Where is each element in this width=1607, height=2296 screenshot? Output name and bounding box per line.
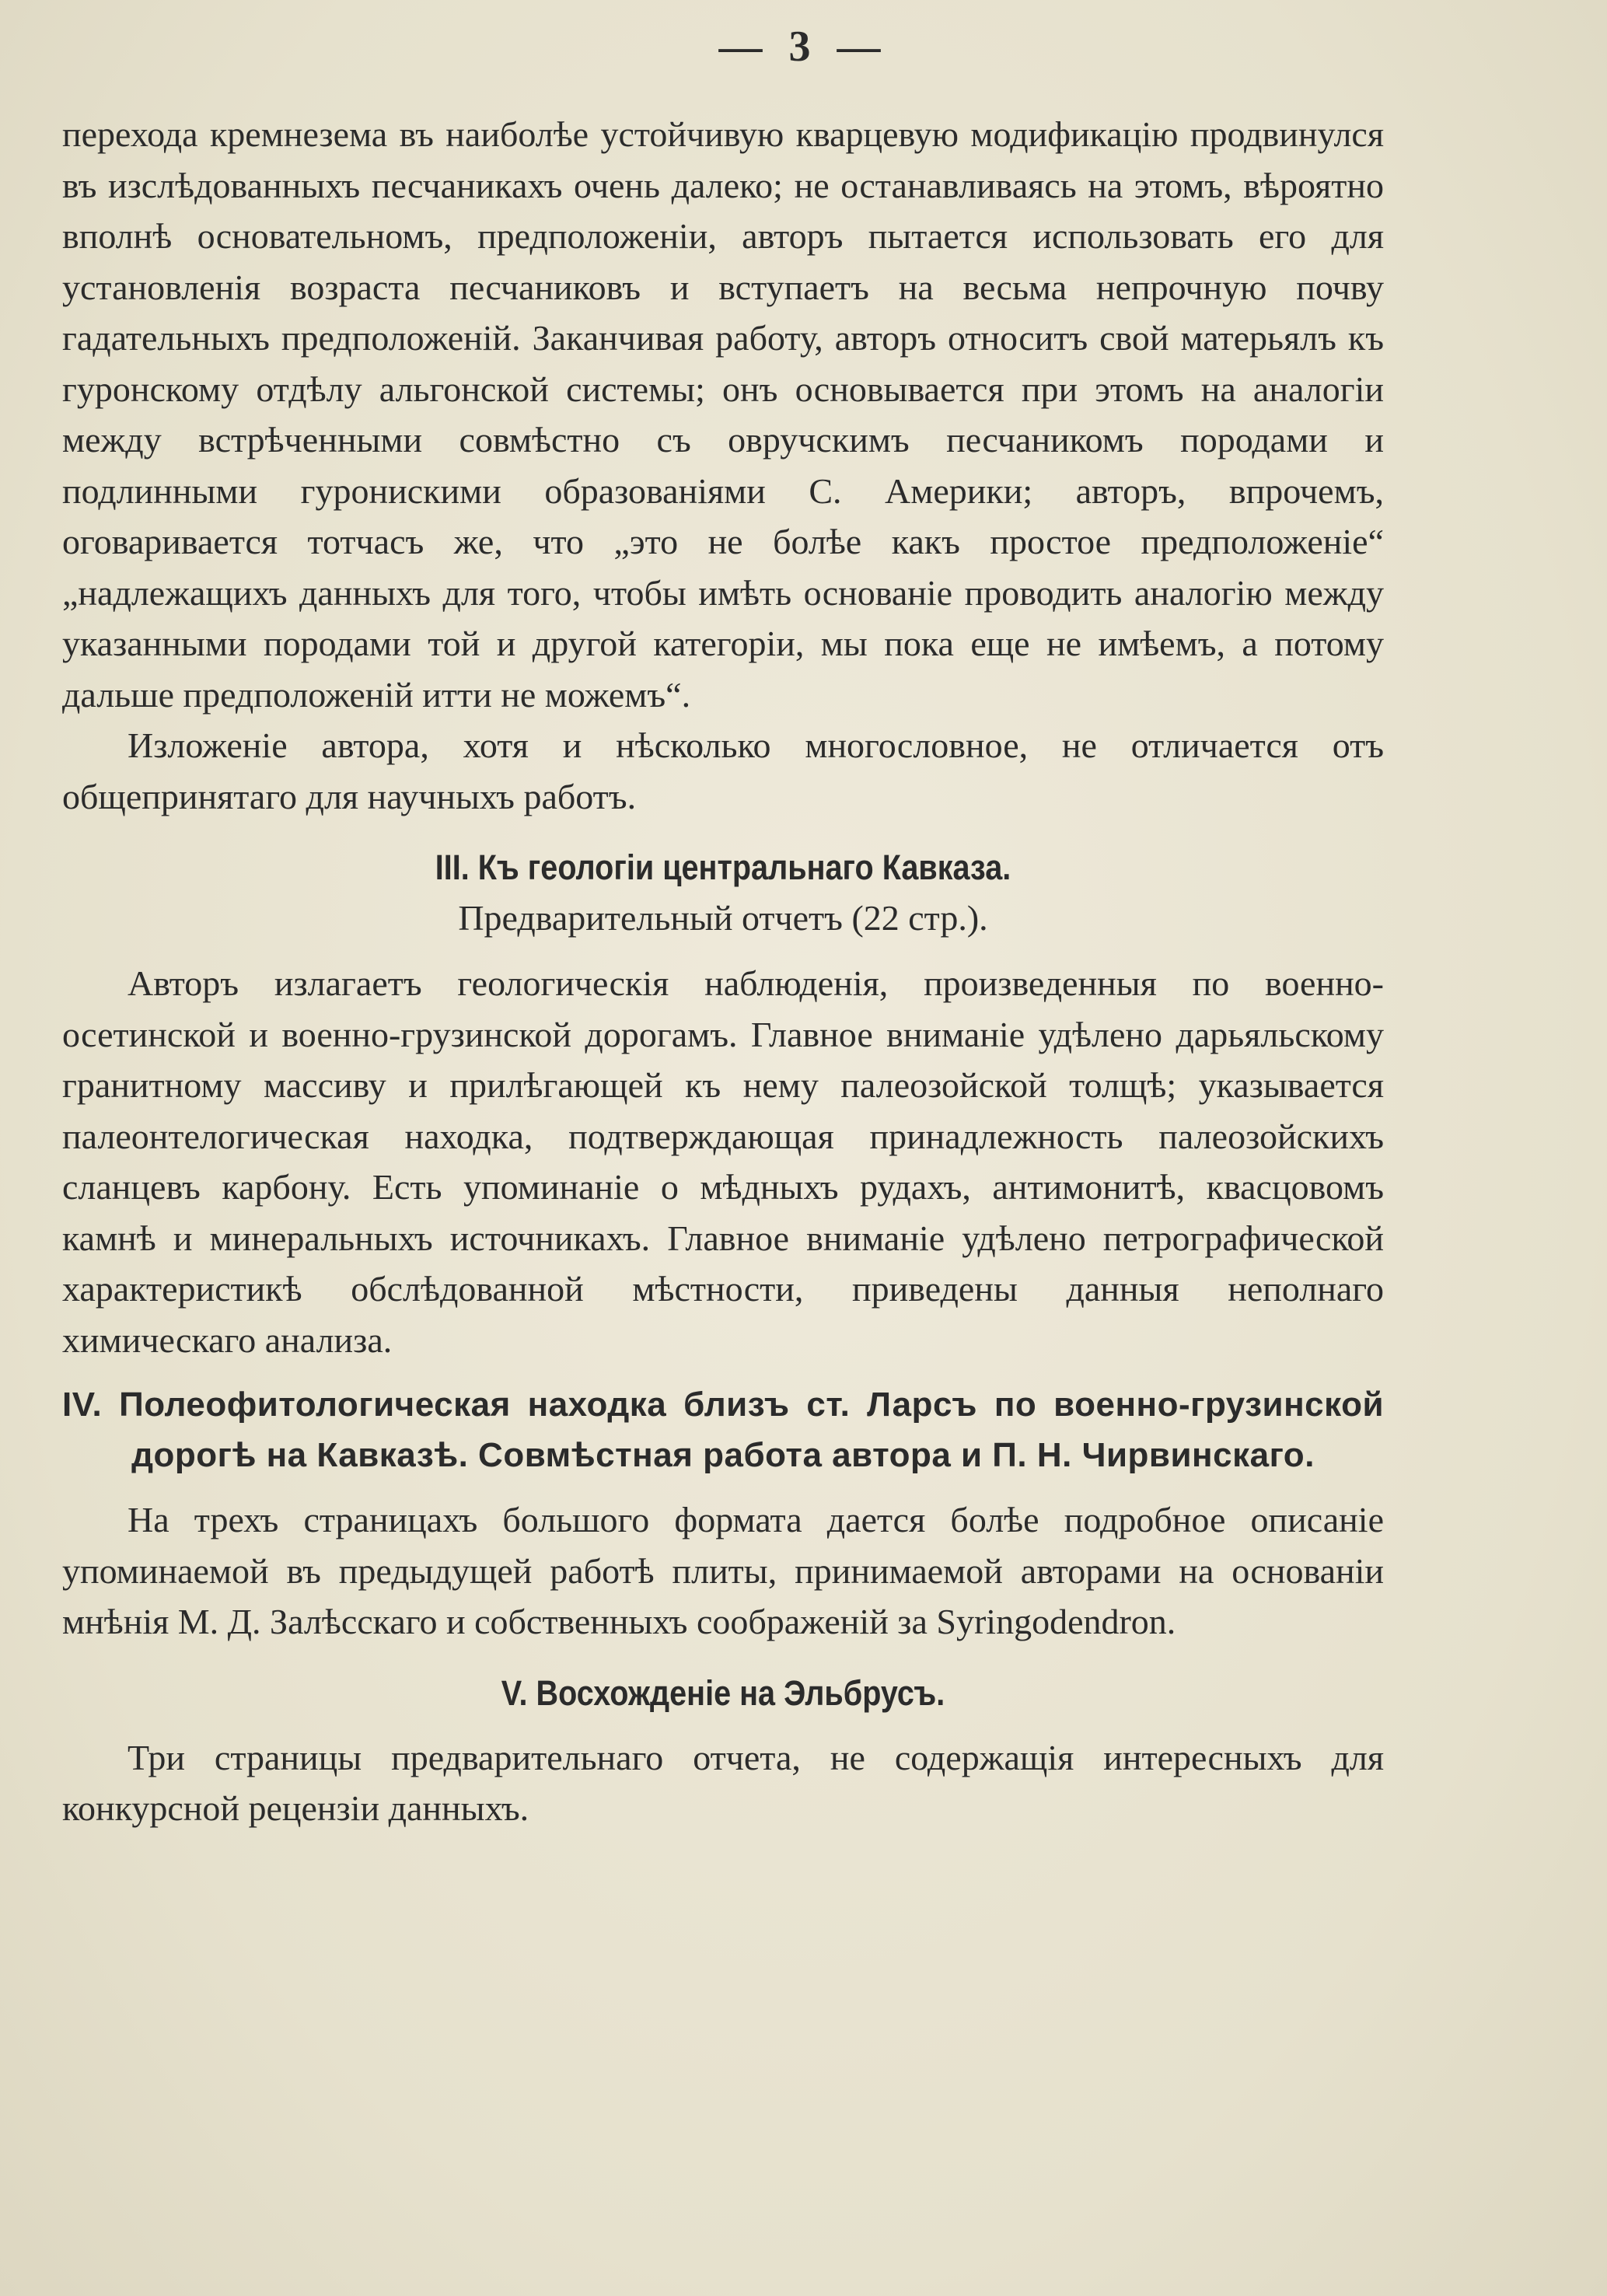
- section-heading-5: V. Восхожденіе на Эльбрусъ.: [501, 1672, 945, 1713]
- page-body: [62, 109, 1384, 1834]
- paragraph-style-note: Изложеніе автора, хотя и нѣсколько многословное, не отличается отъ общепринятаго для научныхъ работъ.: [62, 725, 1384, 816]
- paragraph-continuation: перехода кремнезема въ наиболѣе устойчивую кварцевую модификацію продвинулся въ изслѣдованныхъ песчаникахъ очень далеко; не останавливаясь на этомъ, вѣроятно вполнѣ основательномъ, предположеніи, авторъ пытается использовать его для установленія возраста песчаниковъ и вступаетъ на весьма непрочную почву гадательныхъ предположеній. Заканчивая работу, авторъ относитъ свой матерьялъ къ гуронскому отдѣлу альгонской системы; онъ основывается при этомъ на аналогіи между встрѣченными совмѣстно съ овручскимъ песчаникомъ породами и подлинными гуронискими образованіями С. Америки; авторъ, впрочемъ, оговаривается тотчасъ же, что „это не болѣе какъ простое предположеніе“ „надлежащихъ данныхъ для того, чтобы имѣть основаніе проводить аналогію между указанными породами той и другой категоріи, мы пока еще не имѣемъ, а потому дальше предположеній итти не можемъ“.: [62, 114, 1384, 715]
- section-text-3: Авторъ излагаетъ геологическія наблюденія, произведенныя по военно-осетинской и военно-грузинской дорогамъ. Главное вниманіе удѣлено дарьяльскому гранитному массиву и прилѣгающей къ нему палеозойской толщѣ; указывается палеонтелогическая находка, подтверждающая принадлежность палеозойскихъ сланцевъ карбону. Есть упоминаніе о мѣдныхъ рудахъ, антимонитѣ, квасцовомъ камнѣ и минеральныхъ источникахъ. Главное вниманіе удѣлено петрографической характеристикѣ обслѣдованной мѣстности, приведены данныя неполнаго химическаго анализа.: [62, 963, 1384, 1360]
- section-text-4: На трехъ страницахъ большого формата дается болѣе подробное описаніе упоминаемой въ предыдущей работѣ плиты, принимаемой авторами на основаніи мнѣнія М. Д. Залѣсскаго и собственныхъ соображеній за Syringodendron.: [62, 1500, 1384, 1641]
- page-number: — 3 —: [718, 23, 889, 71]
- section-text-5: Три страницы предварительнаго отчета, не содержащія интересныхъ для конкурсной рецензіи данныхъ.: [62, 1737, 1384, 1828]
- section-heading-3: III. Къ геологіи центральнаго Кавказа.: [435, 847, 1011, 887]
- section-subheading-3: Предварительный отчетъ (22 стр.).: [458, 898, 988, 938]
- section-heading-4: IV. Полеофитологическая находка близъ ст. Ларсъ по военно-грузинской дорогѣ на Кавказѣ. Совмѣстная работа автора и П. Н. Чирвинскаго.: [62, 1386, 1384, 1474]
